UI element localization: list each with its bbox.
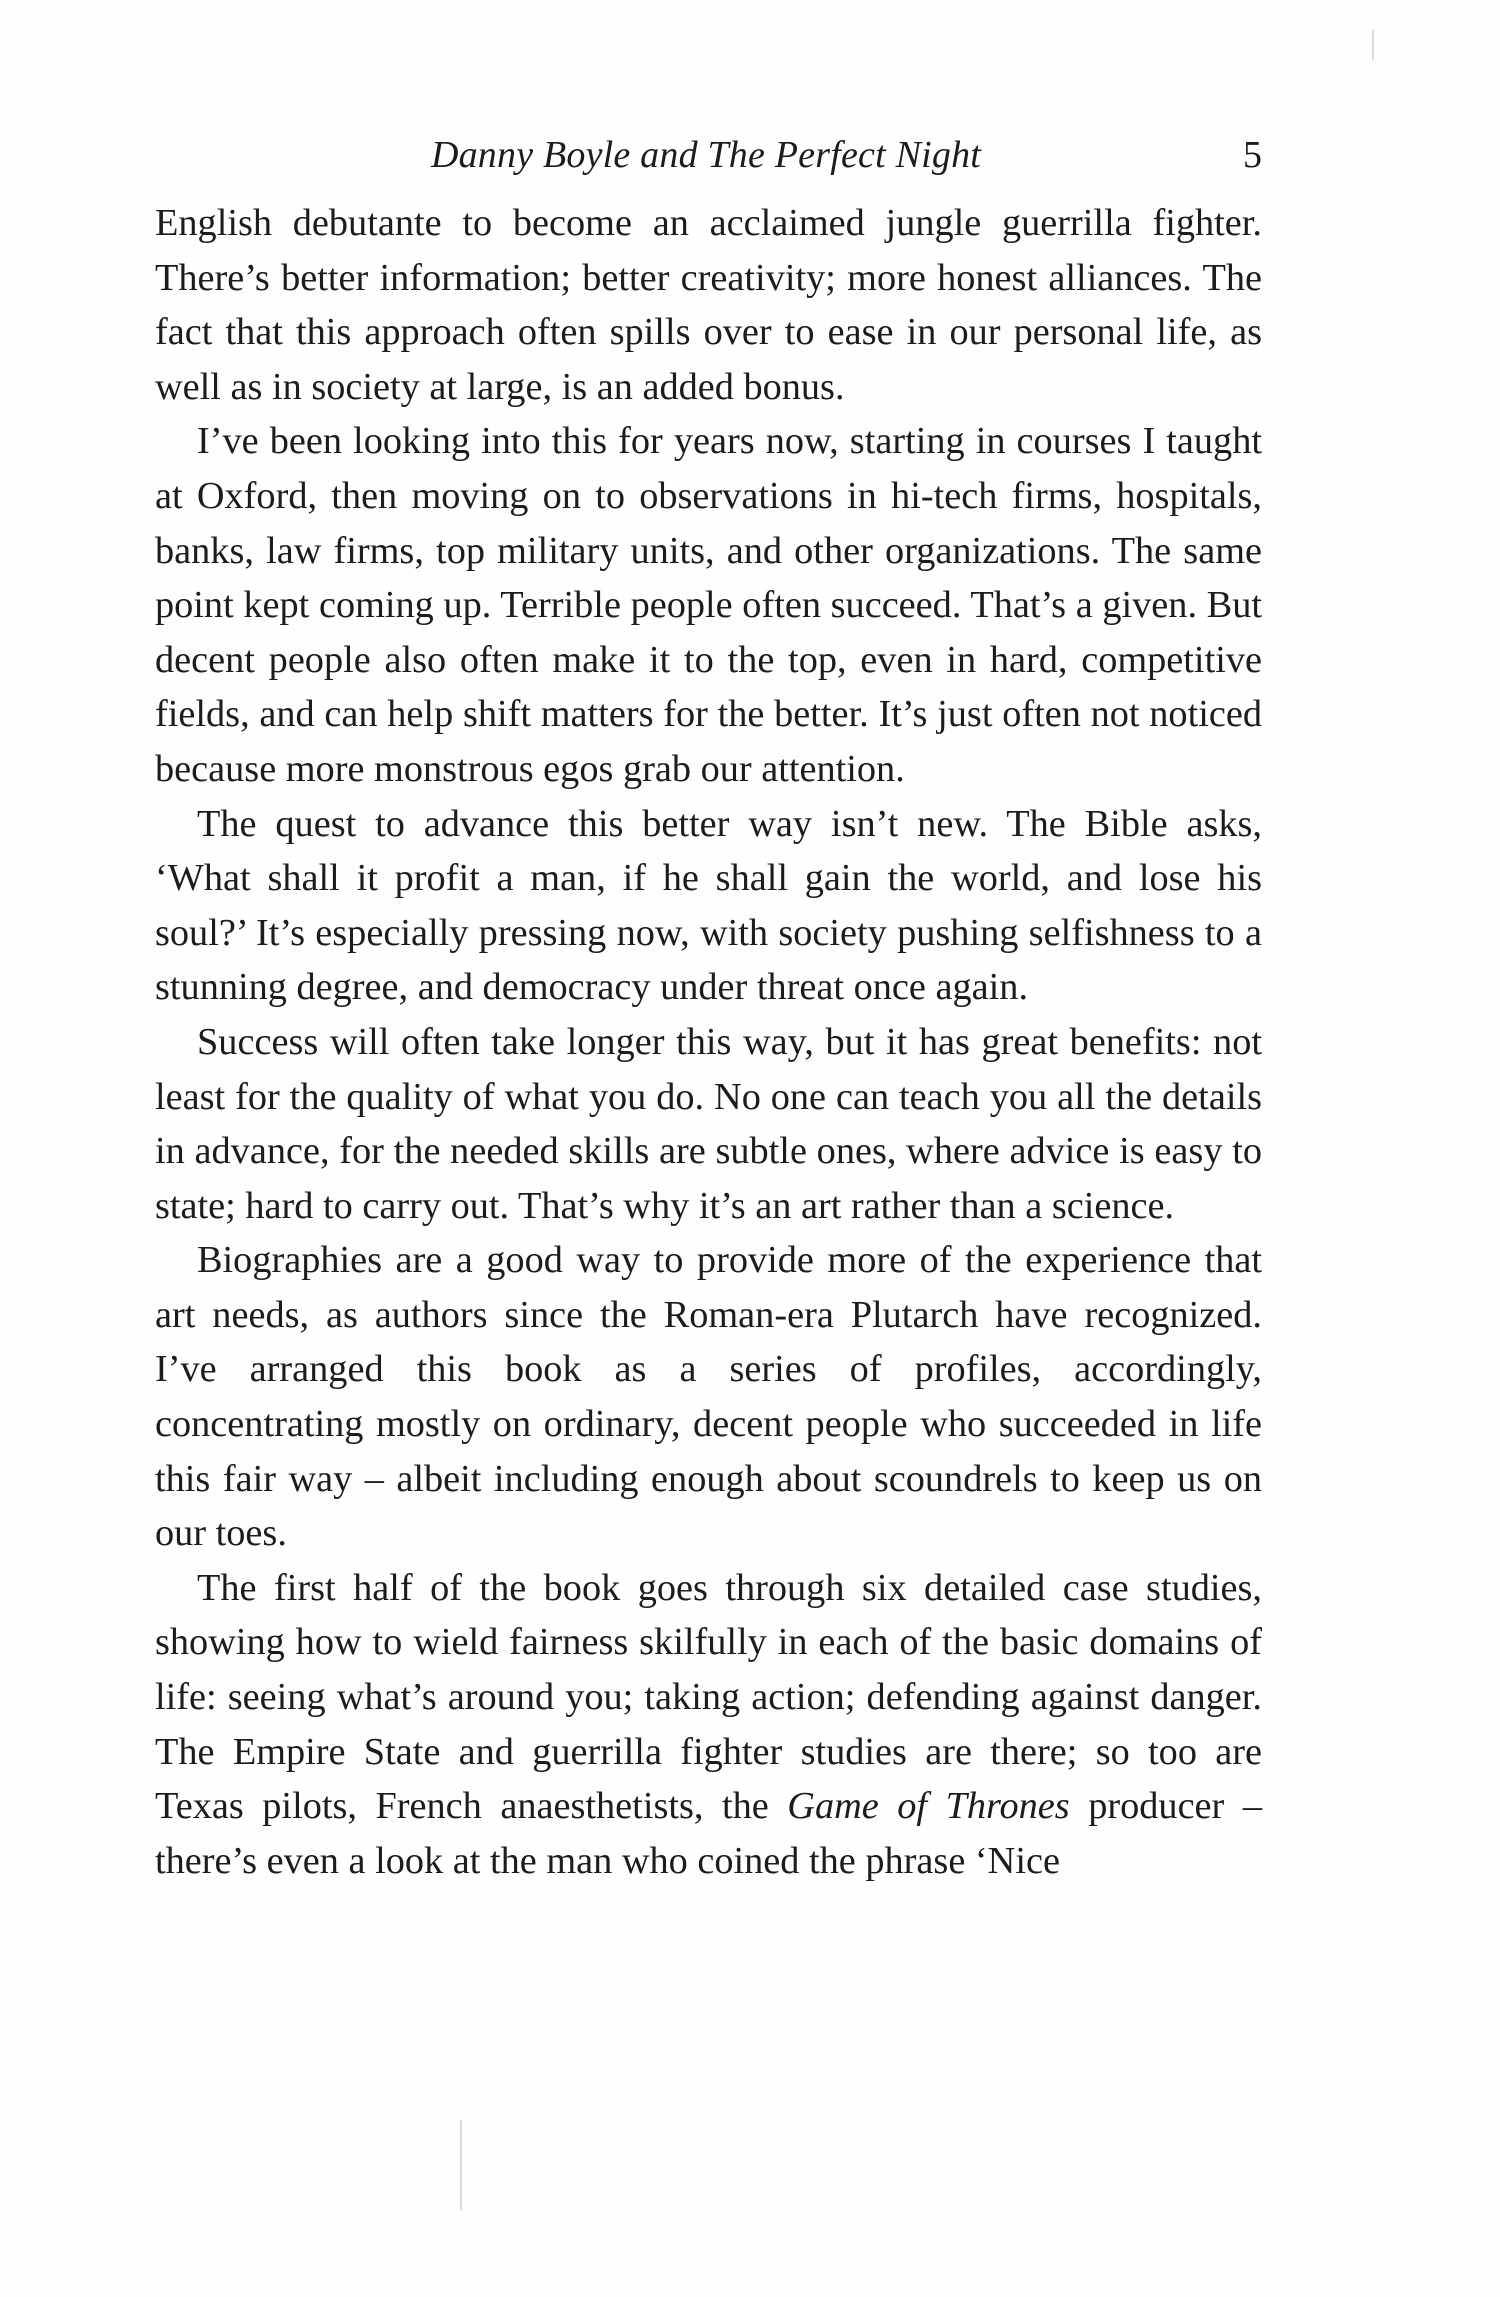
running-head — [150, 130, 1262, 180]
book-title-game-of-thrones: Game of Thrones — [787, 1785, 1070, 1828]
body-text — [155, 196, 1262, 1888]
paragraph-5: Biographies are a good way to provide more of the experience that art needs, as authors since the Roman-era Plutarch have recognized. I’ve arranged this book as a series of profiles, accordingly, concentrating mostly on ordinary, decent people who succeeded in life this fair way – albeit including enough about scoundrels to keep us on our toes. — [155, 1239, 1262, 1555]
paragraph-3: The quest to advance this better way isn’t new. The Bible asks, ‘What shall it profit a man, if he shall gain the world, and lose his soul?’ It’s especially pressing now, with society pushing selfishness to a stunning degree, and democracy under threat once again. — [155, 802, 1262, 1009]
paragraph-6-start: The first half of the book goes through six detailed case studies, showing how to wield fairness skilfully in each of the basic domains of life: seeing what’s around you; taking action; defending against danger. The Empire State and guerrilla fighter studies are there; so too are Texas pilots, French anaesthetists, the — [155, 1566, 1262, 1828]
scan-mark-top — [1372, 30, 1374, 60]
paragraph-2: I’ve been looking into this for years now, starting in courses I taught at Oxford, then moving on to observations in hi-tech firms, hospitals, banks, law firms, top military units, and other organizations. The same point kept coming up. Terrible people often succeed. That’s a given. But decent people also often make it to the top, even in hard, competitive fields, and can help shift matters for the better. It’s just often not noticed because more monstrous egos grab our attention. — [155, 420, 1262, 790]
paragraph-6 — [155, 1561, 1262, 1889]
page-number: 5 — [1243, 134, 1262, 176]
scan-mark-bottom — [460, 2120, 462, 2210]
paragraph-1: English debutante to become an acclaimed jungle guerrilla fighter. There’s better information; better creativity; more honest alliances. The fact that this approach often spills over to ease in our personal life, as well as in society at large, is an added bonus. — [155, 202, 1262, 408]
running-title: Danny Boyle and The Perfect Night — [430, 134, 982, 176]
paragraph-6-end: producer – there’s even a look at the man who coined the phrase ‘Nice — [155, 1785, 1262, 1882]
paragraph-4: Success will often take longer this way, but it has great benefits: not least for the quality of what you do. No one can teach you all the details in advance, for the needed skills are subtle ones, where advice is easy to state; hard to carry out. That’s why it’s an art rather than a science. — [155, 1020, 1262, 1227]
